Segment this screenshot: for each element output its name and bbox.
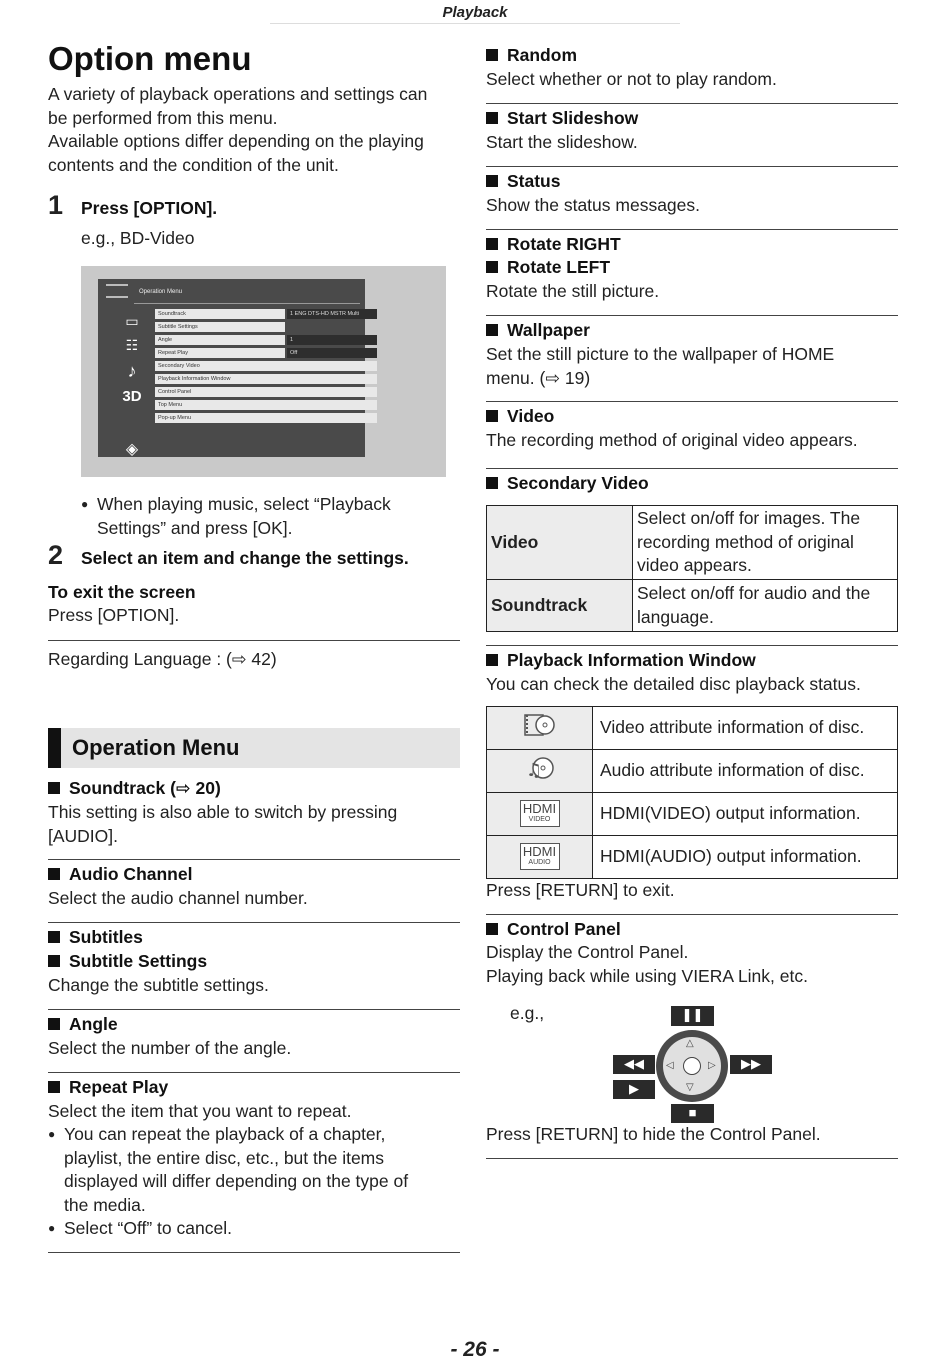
control-panel-text: [486, 941, 808, 988]
menu-panel: [98, 279, 365, 457]
menu-value-soundtrack: 1 ENG DTS-HD MSTR Multi: [287, 309, 377, 319]
navigation-ring-icon: [656, 1030, 728, 1102]
hdmi-badge-sub: VIDEO: [528, 816, 551, 824]
divider: [486, 229, 898, 230]
soundtrack-text: [48, 801, 397, 848]
square-bullet-icon: [486, 477, 498, 489]
audio-channel-title: [48, 863, 192, 887]
menu-divider: [134, 303, 360, 304]
exit-text: Press [OPTION].: [48, 605, 180, 625]
intro-line: contents and the condition of the unit.: [48, 154, 339, 175]
divider: [486, 468, 898, 469]
angle-title: [48, 1013, 118, 1037]
divider: [48, 859, 460, 860]
wallpaper-title: [486, 319, 590, 343]
intro-line: be performed from this menu.: [48, 107, 278, 128]
exit-heading: To exit the screen: [48, 582, 196, 602]
square-bullet-icon: [48, 782, 60, 794]
table-value-cell: Video attribute information of disc.: [593, 707, 898, 750]
intro-line: A variety of playback operations and settings can: [48, 84, 428, 104]
angle-text: Select the number of the angle.: [48, 1038, 292, 1058]
step-1-number: 1: [48, 190, 64, 220]
rotate-right-title-text: Rotate RIGHT: [507, 234, 621, 254]
menu-item: Repeat Play: [155, 348, 285, 358]
square-bullet-icon: [486, 654, 498, 666]
random-title-text: Random: [507, 45, 577, 65]
secondary-video-table: [486, 505, 898, 632]
control-panel-example: e.g.,: [510, 1003, 545, 1023]
square-bullet-icon: [486, 49, 498, 61]
square-bullet-icon: [486, 238, 498, 250]
monitor-icon: ▭: [125, 313, 139, 329]
status-title: [486, 170, 560, 194]
page-header: [270, 0, 680, 24]
table-row: [487, 750, 898, 793]
repeat-bullet-1: [64, 1123, 464, 1217]
subtitles-title-text: Subtitles: [69, 927, 143, 947]
audio-disc-icon: [523, 754, 557, 782]
secondary-video-title: [486, 472, 649, 496]
table-row: [487, 836, 898, 879]
text-line: Select on/off for audio and the: [637, 583, 871, 603]
divider: [486, 914, 898, 915]
square-bullet-icon: [48, 931, 60, 943]
arrow-left-icon: ◁: [666, 1060, 674, 1071]
table-icon-cell: [487, 793, 593, 836]
status-title-text: Status: [507, 171, 561, 191]
text-line: Set the still picture to the wallpaper of HOME: [486, 344, 835, 364]
video-text: The recording method of original video appears.: [486, 430, 858, 450]
text-line: [AUDIO].: [48, 825, 119, 846]
step-1-example: e.g., BD-Video: [81, 228, 195, 248]
table-icon-cell: [487, 707, 593, 750]
menu-list-icon: [106, 284, 128, 298]
video-disc-icon: [523, 711, 557, 739]
heading-bar: [48, 728, 61, 768]
table-row: [487, 707, 898, 750]
repeat-title: [48, 1076, 168, 1100]
text-line: Select on/off for images. The: [637, 508, 861, 529]
divider: [486, 315, 898, 316]
repeat-bullet-2: ● Select “Off” to cancel.: [64, 1217, 950, 1241]
menu-item: Angle: [155, 335, 285, 345]
operation-menu-heading: [48, 728, 460, 768]
pinfo-table: [486, 706, 898, 879]
fast-forward-icon: ▶▶: [730, 1055, 772, 1074]
intro-text: [48, 83, 468, 177]
divider: [486, 401, 898, 402]
ok-button-icon: [683, 1057, 701, 1075]
divider: [48, 1072, 460, 1073]
divider: [486, 103, 898, 104]
rotate-left-title-text: Rotate LEFT: [507, 257, 611, 277]
divider: [48, 640, 460, 641]
random-title: [486, 44, 577, 68]
divider: [48, 922, 460, 923]
table-icon-cell: [487, 836, 593, 879]
divider: [486, 166, 898, 167]
bullet-line-cont: the media.: [64, 1194, 146, 1215]
page-number: - 26 -: [450, 1338, 500, 1361]
intro-line: Available options differ depending on the playing: [48, 131, 424, 151]
step-1-text: Press [OPTION].: [81, 198, 218, 218]
bullet-line: ● When playing music, select “Playback: [97, 493, 467, 517]
wallpaper-text: [486, 343, 834, 390]
menu-value-angle: 1: [287, 335, 377, 345]
divider: [486, 1158, 898, 1159]
square-bullet-icon: [48, 1081, 60, 1093]
square-bullet-icon: [48, 868, 60, 880]
text-line: video appears.: [637, 555, 752, 576]
menu-value-repeat: Off: [287, 348, 377, 358]
stop-icon: ■: [671, 1104, 714, 1123]
hdmi-audio-icon: [520, 843, 560, 870]
text-line: menu. (⇨ 19): [486, 367, 591, 388]
slideshow-text: Start the slideshow.: [486, 132, 638, 152]
text-line: language.: [637, 606, 714, 627]
square-bullet-icon: [486, 261, 498, 273]
audio-channel-text: Select the audio channel number.: [48, 888, 308, 908]
soundtrack-title-text: Soundtrack (⇨ 20): [69, 778, 221, 798]
hdmi-badge-sub: AUDIO: [528, 859, 551, 867]
text-line: This setting is also able to switch by pressing: [48, 802, 398, 822]
rotate-text: Rotate the still picture.: [486, 281, 660, 301]
menu-item: Secondary Video: [155, 361, 377, 371]
menu-item: Pop-up Menu: [155, 413, 377, 423]
slideshow-title-text: Start Slideshow: [507, 108, 639, 128]
slideshow-title: [486, 107, 638, 131]
random-text: Select whether or not to play random.: [486, 69, 777, 89]
language-note: Regarding Language : (⇨ 42): [48, 649, 277, 669]
pinfo-text: You can check the detailed disc playback status.: [486, 674, 861, 694]
subtitles-title: [48, 926, 143, 950]
play-icon: ▶: [613, 1080, 655, 1099]
step-2-number: 2: [48, 540, 64, 570]
hdmi-badge-text: HDMI: [522, 801, 557, 817]
square-bullet-icon: [48, 1018, 60, 1030]
page-title: Option menu: [48, 40, 252, 77]
square-bullet-icon: [486, 175, 498, 187]
bullet-line-cont: playlist, the entire disc, etc., but the items: [64, 1147, 385, 1168]
subtitles-text: Change the subtitle settings.: [48, 975, 269, 995]
table-icon-cell: [487, 750, 593, 793]
header-section: Playback: [442, 4, 508, 21]
menu-item: Playback Information Window: [155, 374, 377, 384]
menu-item: Subtitle Settings: [155, 322, 285, 332]
pinfo-title: [486, 649, 756, 673]
rotate-right-title: [486, 233, 621, 257]
table-value-cell: Audio attribute information of disc.: [593, 750, 898, 793]
table-value-cell: HDMI(VIDEO) output information.: [593, 793, 898, 836]
control-panel-title-text: Control Panel: [507, 919, 621, 939]
video-title: [486, 405, 554, 429]
3d-icon: 3D: [122, 388, 142, 405]
equalizer-icon: ☷: [125, 337, 139, 353]
control-panel-illustration: [610, 1006, 775, 1124]
table-row: [487, 793, 898, 836]
heading-text: Operation Menu: [72, 735, 240, 760]
subtitle-settings-title-text: Subtitle Settings: [69, 951, 208, 971]
square-bullet-icon: [486, 324, 498, 336]
menu-item: Top Menu: [155, 400, 377, 410]
pinfo-title-text: Playback Information Window: [507, 650, 756, 670]
divider: [486, 645, 898, 646]
hdmi-badge-text: HDMI: [522, 844, 557, 860]
bullet-line: ● You can repeat the playback of a chapter,: [64, 1123, 464, 1147]
pause-icon: ❚❚: [671, 1006, 714, 1026]
square-bullet-icon: [486, 410, 498, 422]
menu-item: Soundtrack: [155, 309, 285, 319]
text-line: Playing back while using VIERA Link, etc.: [486, 965, 808, 986]
audio-channel-title-text: Audio Channel: [69, 864, 193, 884]
menu-title: Operation Menu: [139, 289, 183, 295]
square-bullet-icon: [48, 955, 60, 967]
table-value-cell: HDMI(AUDIO) output information.: [593, 836, 898, 879]
divider: [48, 1009, 460, 1010]
text-line: recording method of original: [637, 531, 854, 552]
step-2-text: Select an item and change the settings.: [81, 548, 409, 568]
svg-text:♫: ♫: [525, 759, 542, 781]
table-row: [487, 506, 898, 580]
repeat-title-text: Repeat Play: [69, 1077, 169, 1097]
divider: [48, 1252, 460, 1253]
arrow-up-icon: △: [686, 1038, 694, 1049]
arrow-right-icon: ▷: [708, 1060, 716, 1071]
arrow-down-icon: ▽: [686, 1082, 694, 1093]
music-note: [97, 493, 467, 540]
table-value-cell: [633, 506, 898, 580]
rewind-icon: ◀◀: [613, 1055, 655, 1074]
navigation-pad-icon: ◈: [125, 441, 139, 458]
text-line: Display the Control Panel.: [486, 942, 689, 962]
table-label-cell: Video: [487, 506, 633, 580]
table-value-cell: [633, 580, 898, 632]
video-title-text: Video: [507, 406, 555, 426]
bullet-line-cont: Settings” and press [OK].: [97, 517, 293, 538]
hdmi-video-icon: [520, 800, 560, 827]
repeat-text: Select the item that you want to repeat.: [48, 1101, 352, 1121]
control-panel-hide: Press [RETURN] to hide the Control Panel.: [486, 1124, 821, 1144]
status-text: Show the status messages.: [486, 195, 700, 215]
square-bullet-icon: [486, 112, 498, 124]
option-menu-screenshot: [81, 266, 446, 477]
table-row: [487, 580, 898, 632]
wallpaper-title-text: Wallpaper: [507, 320, 590, 340]
subtitle-settings-title: [48, 950, 207, 974]
menu-item: Control Panel: [155, 387, 377, 397]
square-bullet-icon: [486, 923, 498, 935]
bullet-line-cont: displayed will differ depending on the type of: [64, 1171, 409, 1191]
pinfo-exit: Press [RETURN] to exit.: [486, 880, 675, 900]
table-label-cell: Soundtrack: [487, 580, 633, 632]
angle-title-text: Angle: [69, 1014, 118, 1034]
soundtrack-title: [48, 777, 221, 801]
control-panel-title: [486, 918, 621, 942]
music-note-icon: ♪: [127, 361, 137, 381]
secondary-video-title-text: Secondary Video: [507, 473, 649, 493]
rotate-left-title: [486, 256, 610, 280]
